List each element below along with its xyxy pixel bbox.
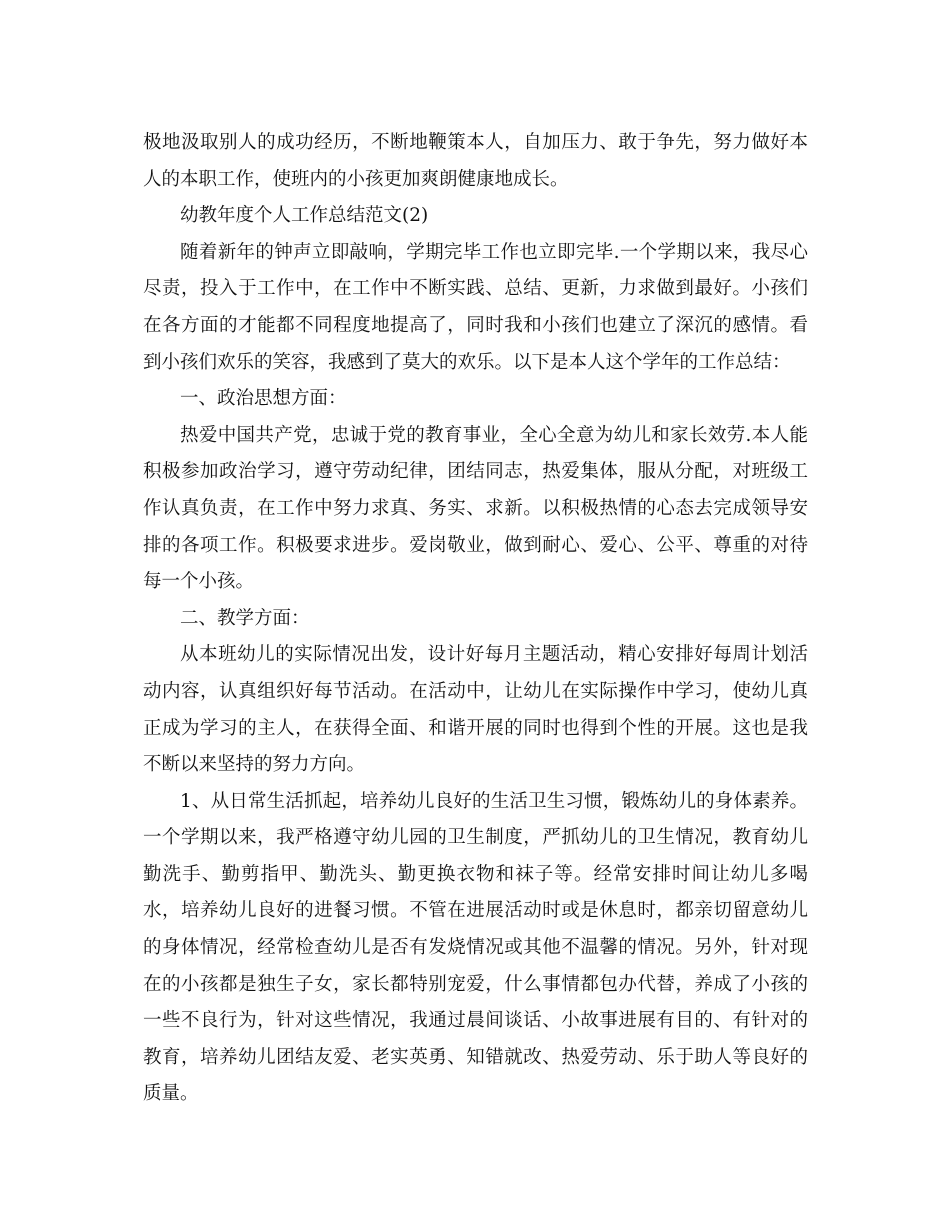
- paragraph-political: 热爱中国共产党，忠诚于党的教育事业，全心全意为幼儿和家长效劳.本人能积极参加政治学习，遵守劳动纪律，团结同志，热爱集体，服从分配，对班级工作认真负责，在工作中努力求真、务实、求新。以积极热情的心态去完成领导安排的各项工作。积极要求进步。爱岗敬业，做到耐心、爱心、公平、尊重的对待每一个小孩。: [143, 424, 808, 593]
- heading-teaching: 二、教学方面：: [180, 607, 310, 629]
- document-body: [143, 125, 808, 1113]
- heading-political: 一、政治思想方面：: [180, 388, 347, 410]
- paragraph-continuation: 极地汲取别人的成功经历，不断地鞭策本人，自加压力、敢于争先，努力做好本人的本职工作，使班内的小孩更加爽朗健康地成长。: [143, 132, 808, 190]
- paragraph-intro: 随着新年的钟声立即敲响，学期完毕工作也立即完毕.一个学期以来，我尽心尽责，投入于工作中，在工作中不断实践、总结、更新，力求做到最好。小孩们在各方面的才能都不同程度地提高了，同时我和小孩们也建立了深沉的感情。看到小孩们欢乐的笑容，我感到了莫大的欢乐。以下是本人这个学年的工作总结：: [143, 241, 808, 373]
- paragraph-teaching: 从本班幼儿的实际情况出发，设计好每月主题活动，精心安排好每周计划活动内容，认真组织好每节活动。在活动中，让幼儿在实际操作中学习，使幼儿真正成为学习的主人，在获得全面、和谐开展的同时也得到个性的开展。这也是我不断以来坚持的努力方向。: [143, 644, 808, 776]
- section-title: 幼教年度个人工作总结范文(2): [180, 205, 429, 227]
- paragraph-daily-life: 1、从日常生活抓起，培养幼儿良好的生活卫生习惯，锻炼幼儿的身体素养。一个学期以来，我严格遵守幼儿园的卫生制度，严抓幼儿的卫生情况，教育幼儿勤洗手、勤剪指甲、勤洗头、勤更换衣物和袜子等。经常安排时间让幼儿多喝水，培养幼儿良好的进餐习惯。不管在进展活动时或是休息时，都亲切留意幼儿的身体情况，经常检查幼儿是否有发烧情况或其他不温馨的情况。另外，针对现在的小孩都是独生子女，家长都特别宠爱，什么事情都包办代替，养成了小孩的一些不良行为，针对这些情况，我通过晨间谈话、小故事进展有目的、有针对的教育，培养幼儿团结友爱、老实英勇、知错就改、热爱劳动、乐于助人等良好的质量。: [143, 790, 808, 1105]
